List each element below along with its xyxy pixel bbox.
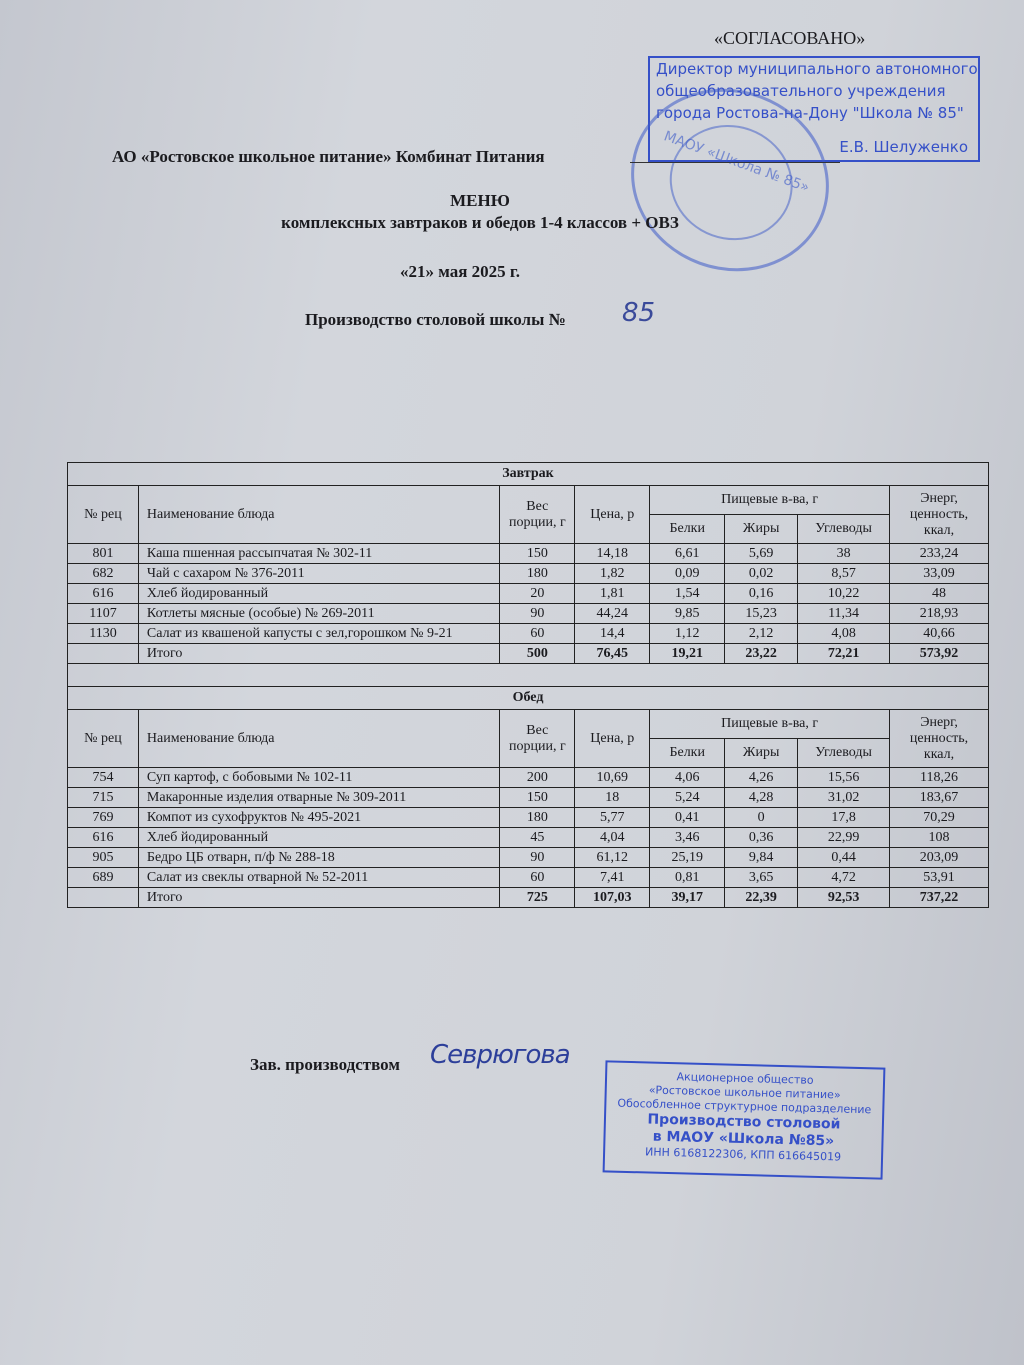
col-price: Цена, р [575,486,650,544]
cell-price: 7,41 [575,868,650,888]
cell-fat: 0,36 [725,828,798,848]
stamp-line: в МАОУ «Школа №85» [652,1128,835,1150]
total-label: Итого [138,888,499,908]
rec-no: 769 [68,808,139,828]
menu-table [67,462,989,908]
section-title-row [68,687,989,710]
stamp-line: ИНН 6168122306, КПП 616645019 [644,1145,842,1164]
handwritten-signature: Севрюгова [430,1040,570,1070]
total-price: 76,45 [575,644,650,664]
school-number-handwritten: 85 [622,298,656,328]
total-carbs: 92,53 [798,888,890,908]
cell-carbs: 38 [798,544,890,564]
total-price: 107,03 [575,888,650,908]
total-weight: 500 [500,644,575,664]
cell-weight: 180 [500,808,575,828]
total-energy: 737,22 [890,888,989,908]
col-rec-no: № рец [68,486,139,544]
production-label: Производство столовой школы № [305,310,566,329]
empty-cell [68,888,139,908]
cell-energy: 233,24 [890,544,989,564]
section-title-row [68,463,989,486]
col-dish-name: Наименование блюда [138,486,499,544]
cell-protein: 5,24 [650,788,725,808]
total-row [68,888,989,908]
table-row [68,768,989,788]
cell-carbs: 31,02 [798,788,890,808]
cell-protein: 4,06 [650,768,725,788]
section-title: Обед [68,687,989,710]
col-price: Цена, р [575,710,650,768]
cell-fat: 0 [725,808,798,828]
col-weight: Вес порции, г [500,486,575,544]
col-weight: Вес порции, г [500,710,575,768]
cell-weight: 90 [500,604,575,624]
cell-protein: 6,61 [650,544,725,564]
dish-name: Хлеб йодированный [138,584,499,604]
col-carbs: Углеводы [798,515,890,544]
cell-carbs: 10,22 [798,584,890,604]
col-energy: Энерг, ценность, ккал, [890,710,989,768]
total-protein: 39,17 [650,888,725,908]
rec-no: 682 [68,564,139,584]
cell-carbs: 11,34 [798,604,890,624]
cell-weight: 150 [500,544,575,564]
cell-carbs: 17,8 [798,808,890,828]
cell-fat: 4,26 [725,768,798,788]
table-row [68,584,989,604]
cell-price: 61,12 [575,848,650,868]
cell-protein: 1,12 [650,624,725,644]
col-nutrients: Пищевые в-ва, г [650,486,890,515]
total-protein: 19,21 [650,644,725,664]
cell-energy: 33,09 [890,564,989,584]
cell-fat: 9,84 [725,848,798,868]
dish-name: Салат из квашеной капусты с зел,горошком № 9-21 [138,624,499,644]
dish-name: Котлеты мясные (особые) № 269-2011 [138,604,499,624]
cell-fat: 0,02 [725,564,798,584]
round-seal-inner [653,108,809,258]
menu-date: «21» мая 2025 г. [400,262,520,281]
cell-fat: 3,65 [725,868,798,888]
cell-energy: 53,91 [890,868,989,888]
rec-no: 801 [68,544,139,564]
rec-no: 905 [68,848,139,868]
col-fat: Жиры [725,739,798,768]
col-protein: Белки [650,515,725,544]
cell-energy: 218,93 [890,604,989,624]
cell-weight: 200 [500,768,575,788]
rec-no: 715 [68,788,139,808]
col-energy: Энерг, ценность, ккал, [890,486,989,544]
table-row [68,544,989,564]
stamp-line: Директор муниципального автономного [656,60,978,78]
dish-name: Чай с сахаром № 376-2011 [138,564,499,584]
cell-price: 1,81 [575,584,650,604]
rec-no: 616 [68,584,139,604]
empty-cell [68,664,989,687]
cell-protein: 0,41 [650,808,725,828]
cell-energy: 40,66 [890,624,989,644]
cell-protein: 9,85 [650,604,725,624]
director-name: Е.В. Шелуженко [839,138,968,156]
cell-weight: 60 [500,868,575,888]
total-row [68,644,989,664]
cell-protein: 3,46 [650,828,725,848]
table-row [68,564,989,584]
dish-name: Каша пшенная рассыпчатая № 302-11 [138,544,499,564]
cell-energy: 118,26 [890,768,989,788]
cell-protein: 0,09 [650,564,725,584]
stamp-line: города Ростова-на-Дону "Школа № 85" [656,104,964,122]
cell-weight: 60 [500,624,575,644]
cell-fat: 5,69 [725,544,798,564]
col-dish-name: Наименование блюда [138,710,499,768]
total-fat: 23,22 [725,644,798,664]
cell-price: 18 [575,788,650,808]
cell-fat: 0,16 [725,584,798,604]
gap-row [68,664,989,687]
menu-title [0,190,960,234]
cell-protein: 25,19 [650,848,725,868]
table-row [68,848,989,868]
col-rec-no: № рец [68,710,139,768]
menu-heading: МЕНЮ [450,191,510,210]
cell-energy: 48 [890,584,989,604]
stamp-line: Акционерное общество [676,1070,814,1087]
dish-name: Салат из свеклы отварной № 52-2011 [138,868,499,888]
dish-name: Хлеб йодированный [138,828,499,848]
table-row [68,788,989,808]
round-seal-text: МАОУ «Школа № 85» [661,128,812,196]
cell-weight: 45 [500,828,575,848]
col-protein: Белки [650,739,725,768]
stamp-line: Обособленное структурное подразделение [617,1096,872,1117]
rec-no: 1107 [68,604,139,624]
stamp-line: «Ростовское школьное питание» [648,1083,841,1102]
cell-fat: 4,28 [725,788,798,808]
cell-carbs: 0,44 [798,848,890,868]
menu-subtitle: комплексных завтраков и обедов 1-4 классов + ОВЗ [281,213,679,232]
col-fat: Жиры [725,515,798,544]
cell-weight: 90 [500,848,575,868]
header-row [68,486,989,515]
head-of-production-label: Зав. производством [250,1055,400,1074]
cell-carbs: 8,57 [798,564,890,584]
cell-price: 4,04 [575,828,650,848]
table-row [68,808,989,828]
table-row [68,624,989,644]
cell-fat: 15,23 [725,604,798,624]
cell-price: 14,18 [575,544,650,564]
agreed-heading: «СОГЛАСОВАНО» [714,28,866,48]
cell-carbs: 22,99 [798,828,890,848]
col-carbs: Углеводы [798,739,890,768]
section-title: Завтрак [68,463,989,486]
total-energy: 573,92 [890,644,989,664]
cell-energy: 108 [890,828,989,848]
cell-carbs: 4,72 [798,868,890,888]
table-row [68,828,989,848]
cell-price: 44,24 [575,604,650,624]
stamp-line: Производство столовой [647,1111,841,1133]
cell-price: 1,82 [575,564,650,584]
cell-weight: 150 [500,788,575,808]
dish-name: Суп картоф, с бобовыми № 102-11 [138,768,499,788]
col-nutrients: Пищевые в-ва, г [650,710,890,739]
production-stamp [603,1060,886,1179]
cell-protein: 1,54 [650,584,725,604]
rec-no: 754 [68,768,139,788]
signature-line [630,162,840,163]
cell-price: 10,69 [575,768,650,788]
cell-energy: 183,67 [890,788,989,808]
cell-fat: 2,12 [725,624,798,644]
cell-protein: 0,81 [650,868,725,888]
cell-carbs: 15,56 [798,768,890,788]
dish-name: Макаронные изделия отварные № 309-2011 [138,788,499,808]
total-label: Итого [138,644,499,664]
header-row [68,710,989,739]
cell-weight: 20 [500,584,575,604]
rec-no: 616 [68,828,139,848]
cell-energy: 70,29 [890,808,989,828]
dish-name: Бедро ЦБ отварн, п/ф № 288-18 [138,848,499,868]
cell-energy: 203,09 [890,848,989,868]
dish-name: Компот из сухофруктов № 495-2021 [138,808,499,828]
organization-title: АО «Ростовское школьное питание» Комбинат Питания [112,147,545,166]
rec-no: 689 [68,868,139,888]
table-row [68,868,989,888]
total-carbs: 72,21 [798,644,890,664]
table-row [68,604,989,624]
total-fat: 22,39 [725,888,798,908]
cell-price: 14,4 [575,624,650,644]
cell-weight: 180 [500,564,575,584]
cell-price: 5,77 [575,808,650,828]
rec-no: 1130 [68,624,139,644]
stamp-line: общеобразовательного учреждения [656,82,946,100]
cell-carbs: 4,08 [798,624,890,644]
total-weight: 725 [500,888,575,908]
empty-cell [68,644,139,664]
